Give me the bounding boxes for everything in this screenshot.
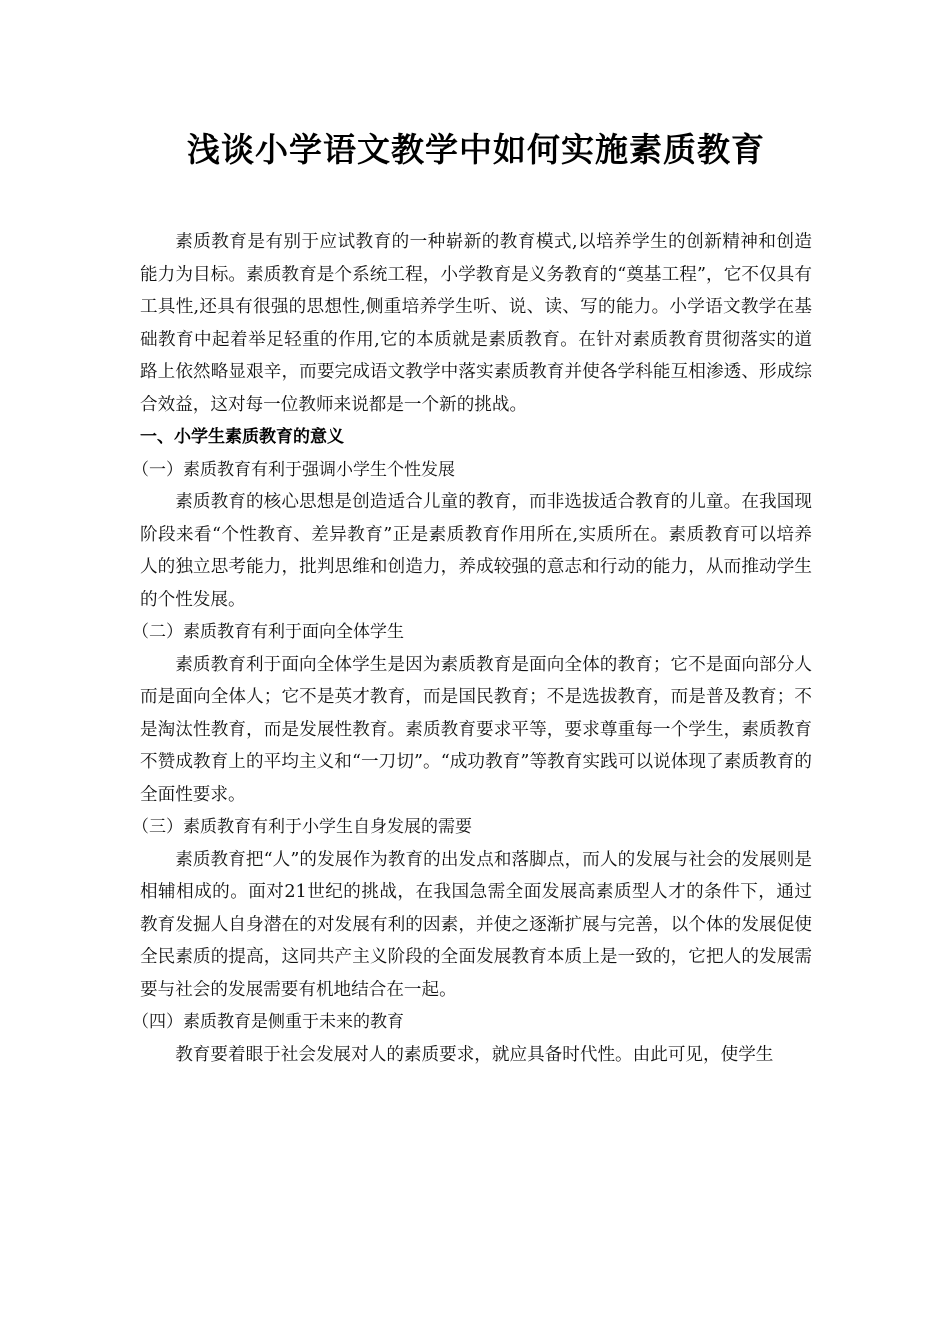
subsection-1-heading: （一）素质教育有利于强调小学生个性发展 [132,459,455,480]
section-1-heading: 一、小学生素质教育的意义 [140,427,344,447]
subsection-2-paragraph: 素质教育利于面向全体学生是因为素质教育是面向全体的教育；它不是面向部分人而是面向全体人；它不是英才教育，而是国民教育；不是选拔教育，而是普及教育；不是淘汰性教育，而是发展性教育。素质教育要求平等，要求尊重每一个学生，素质教育不赞成教育上的平均主义和“一刀切”。“成功教育”等教育实践可以说体现了素质教育的全面性要求。 [140,654,812,805]
subsection-1-paragraph: 素质教育的核心思想是创造适合儿童的教育，而非选拔适合教育的儿童。在我国现阶段来看“个性教育、差异教育”正是素质教育作用所在,实质所在。素质教育可以培养人的独立思考能力，批判思维和创造力，养成较强的意志和行动的能力，从而推动学生的个性发展。 [140,492,812,610]
subsection-4-paragraph: 教育要着眼于社会发展对人的素质要求，就应具备时代性。由此可见，使学生 [175,1044,774,1065]
document-title: 浅谈小学语文教学中如何实施素质教育 [187,130,765,169]
document-page [132,0,812,1344]
intro-paragraph: 素质教育是有别于应试教育的一种崭新的教育模式,以培养学生的创新精神和创造能力为目标。素质教育是个系统工程，小学教育是义务教育的“奠基工程”，它不仅具有工具性,还具有很强的思想性,侧重培养学生听、说、读、写的能力。小学语文教学在基础教育中起着举足轻重的作用,它的本质就是素质教育。在针对素质教育贯彻落实的道路上依然略显艰辛，而要完成语文教学中落实素质教育并使各学科能互相渗透、形成综合效益，这对每一位教师来说都是一个新的挑战。 [140,232,812,415]
subsection-4-heading: （四）素质教育是侧重于未来的教育 [132,1012,404,1032]
document-body [132,226,812,1071]
subsection-3-heading: （三）素质教育有利于小学生自身发展的需要 [132,817,472,837]
subsection-2-heading: （二）素质教育有利于面向全体学生 [132,622,404,642]
subsection-3-paragraph: 素质教育把“人”的发展作为教育的出发点和落脚点，而人的发展与社会的发展则是相辅相成的。面对21世纪的挑战，在我国急需全面发展高素质型人才的条件下，通过教育发掘人自身潜在的对发展有利的因素，并使之逐渐扩展与完善，以个体的发展促使全民素质的提高，这同共产主义阶段的全面发展教育本质上是一致的，它把人的发展需要与社会的发展需要有机地结合在一起。 [140,849,812,1000]
